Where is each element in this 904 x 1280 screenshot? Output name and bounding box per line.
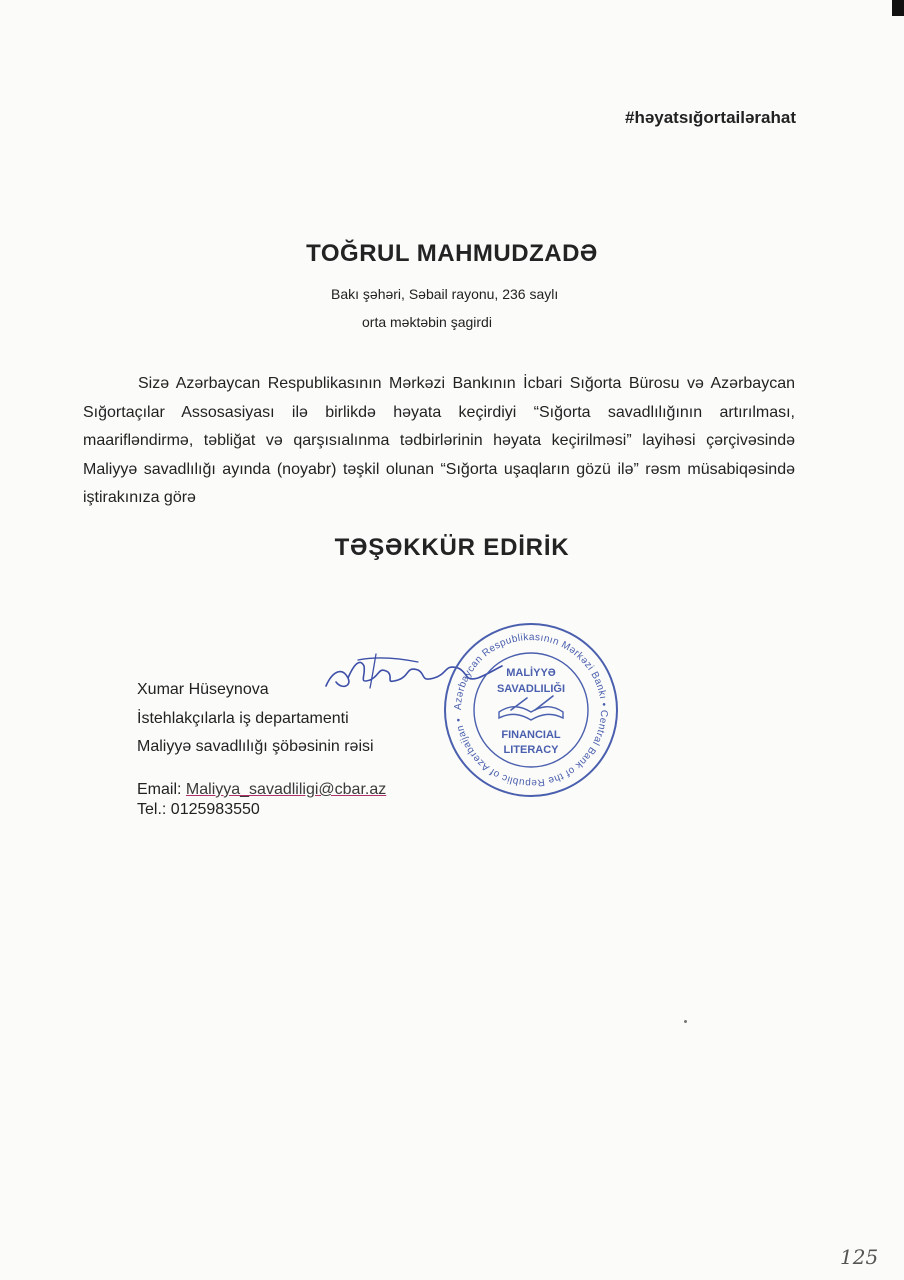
- tel-label: Tel.:: [137, 801, 171, 818]
- handwritten-page-number: [836, 1240, 886, 1270]
- page-number: 125: [840, 1245, 879, 1269]
- stamp-seal: [441, 620, 621, 800]
- recipient-address-line1: Bakı şəhəri, Səbail rayonu, 236 saylı: [331, 286, 559, 302]
- tel-line: [137, 800, 386, 820]
- signatory-position: Maliyyə savadlılığı şöbəsinin rəisi: [137, 738, 374, 755]
- seal-line4: LITERACY: [503, 744, 559, 756]
- signatory-department: İstehlakçılarla iş departamenti: [137, 709, 349, 727]
- email-link[interactable]: Maliyya_savadliligi@cbar.az: [185, 781, 387, 798]
- thanks-heading: TƏŞƏKKÜR EDİRİK: [334, 534, 570, 561]
- signatory-name: Xumar Hüseynova: [137, 681, 269, 698]
- seal-line3: FINANCIAL: [501, 729, 561, 741]
- email-line: [137, 780, 386, 800]
- scan-speck: [684, 1020, 687, 1023]
- email-label: Email:: [137, 781, 186, 798]
- scan-corner-mark: [892, 0, 904, 16]
- recipient-address-line2: orta məktəbin şagirdi: [362, 314, 492, 330]
- seal-line1: MALİYYƏ: [506, 667, 556, 679]
- seal-line2: SAVADLILIĞI: [496, 683, 566, 695]
- hashtag: #həyatsığortailərahat: [624, 108, 796, 127]
- svg-text:Azərbaycan Respublikasının Mər: [453, 632, 609, 788]
- contact-block: [137, 780, 386, 820]
- seal-ring-text: Azərbaycan Respublikasının Mərkəzi Bankı • Central Bank of the Republic of Azerbaijan •: [452, 631, 610, 789]
- tel-number: 0125983550: [170, 801, 260, 818]
- certificate-body-text: Sizə Azərbaycan Respublikasının Mərkəzi Bankının İcbari Sığorta Bürosu və Azərbaycan Sığortaçılar Assosasiyası ilə birlikdə həyata keçirdiyi “Sığorta savadlılığının artırılması, maarifləndirmə, təbliğat və qarşısıalınma tədbirlərinin həyata keçirilməsi” layihəsi çərçivəsində Maliyyə savadlılığı ayında (noyabr) təşkil olunan “Sığorta uşaqların gözü ilə” rəsm müsabiqəsində iştirakınıza görə: [83, 375, 795, 506]
- recipient-name: TOĞRUL MAHMUDZADƏ: [306, 240, 598, 267]
